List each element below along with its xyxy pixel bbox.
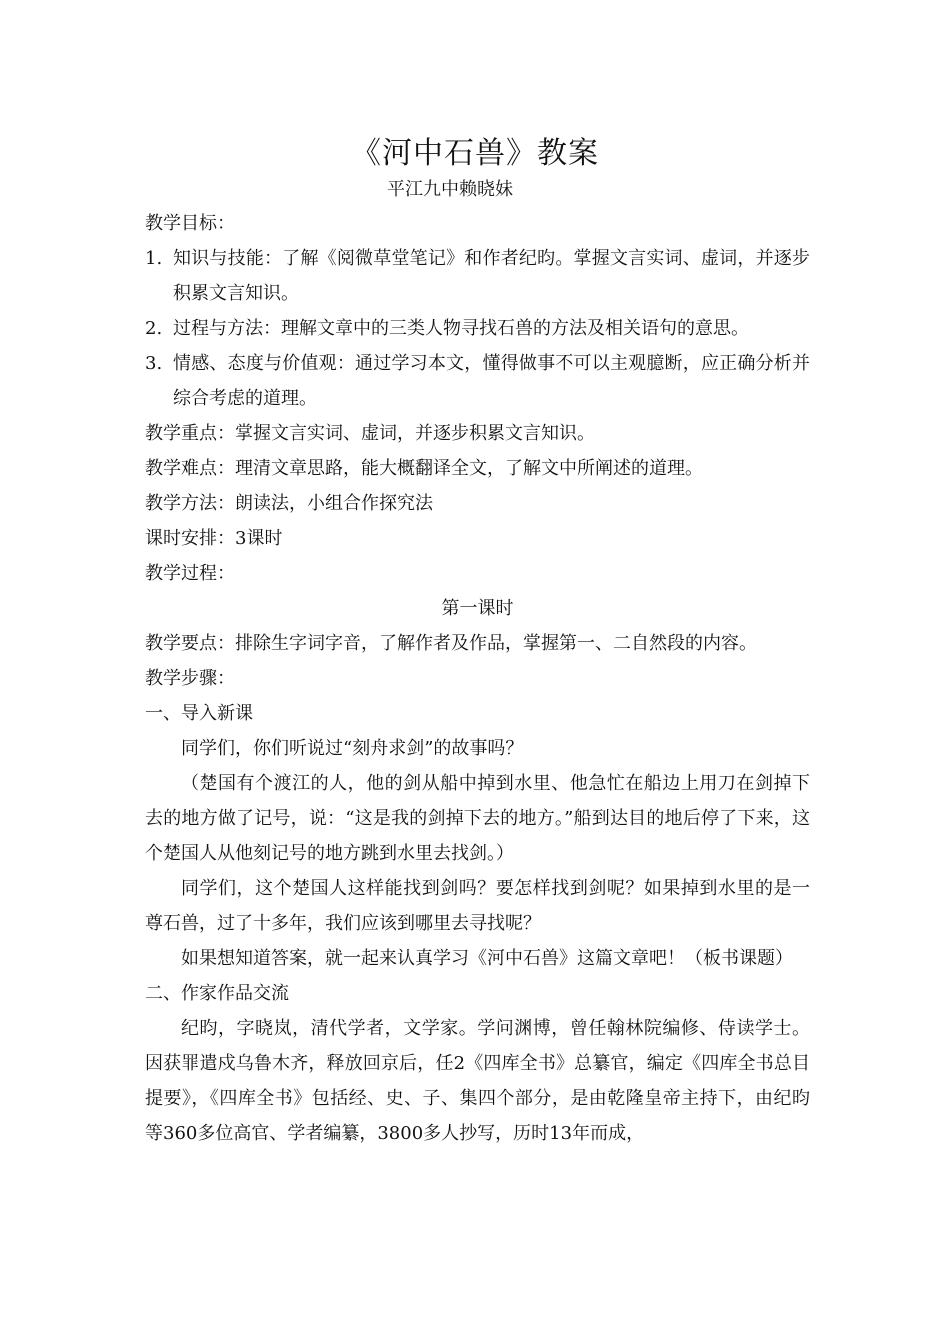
objective-text: 知识与技能：了解《阅微草堂笔记》和作者纪昀。掌握文言实词、虚词，并逐步积累文言知识。 [173, 248, 810, 304]
document-author: 平江九中赖晓妹 [387, 179, 513, 200]
objective-number: 3. [145, 353, 163, 374]
objective-text: 过程与方法：理解文章中的三类人物寻找石兽的方法及相关语句的意思。 [173, 318, 749, 339]
section1-paragraph-3: 同学们，这个楚国人这样能找到剑吗？要怎样找到剑呢？如果掉到水里的是一尊石兽，过了十多年，我们应该到哪里去寻找呢？ [145, 878, 810, 934]
objective-number: 2. [145, 318, 163, 339]
document-title: 《河中石兽》教案 [351, 136, 599, 171]
steps-heading: 教学步骤： [145, 668, 235, 689]
section2-paragraph-1: 纪昀，字晓岚，清代学者，文学家。学问渊博，曾任翰林院编修、侍读学士。因获罪遣戍乌鲁木齐，释放回京后，任2《四库全书》总纂官，编定《四库全书总目提要》，《四库全书》包括经、史、子、集四个部分，是由乾隆皇帝主持下，由纪昀等360多位高官、学者编纂，3800多人抄写，历时13年而成， [145, 1018, 810, 1144]
section1-paragraph-2: （楚国有个渡江的人，他的剑从船中掉到水里、他急忙在船边上用刀在剑掉下去的地方做了记号，说：“这是我的剑掉下去的地方。”船到达目的地后停了下来，这个楚国人从他刻记号的地方跳到水里去找剑。） [145, 773, 810, 864]
objective-number: 1. [145, 248, 163, 269]
teaching-method: 教学方法：朗读法，小组合作探究法 [145, 493, 433, 514]
objectives-heading: 教学目标： [145, 213, 235, 234]
key-point: 教学重点：掌握文言实词、虚词，并逐步积累文言知识。 [145, 423, 595, 444]
objective-text: 情感、态度与价值观：通过学习本文，懂得做事不可以主观臆断，应正确分析并综合考虑的道理。 [173, 353, 810, 409]
objective-item-2 [145, 311, 810, 346]
objective-item-1 [145, 241, 810, 311]
section1-paragraph-1: 同学们，你们听说过“刻舟求剑”的故事吗？ [181, 738, 524, 759]
document-body [145, 206, 810, 1151]
objective-item-3 [145, 346, 810, 416]
lesson-title: 第一课时 [441, 598, 514, 619]
section1-heading: 一、导入新课 [145, 703, 253, 724]
process-heading: 教学过程： [145, 563, 235, 584]
section1-paragraph-4: 如果想知道答案，就一起来认真学习《河中石兽》这篇文章吧！（板书课题） [181, 948, 793, 969]
difficulty: 教学难点：理清文章思路，能大概翻译全文，了解文中所阐述的道理。 [145, 458, 703, 479]
lesson-points: 教学要点：排除生字词字音，了解作者及作品，掌握第一、二自然段的内容。 [145, 633, 757, 654]
schedule: 课时安排：3课时 [145, 528, 283, 549]
section2-heading: 二、作家作品交流 [145, 983, 289, 1004]
